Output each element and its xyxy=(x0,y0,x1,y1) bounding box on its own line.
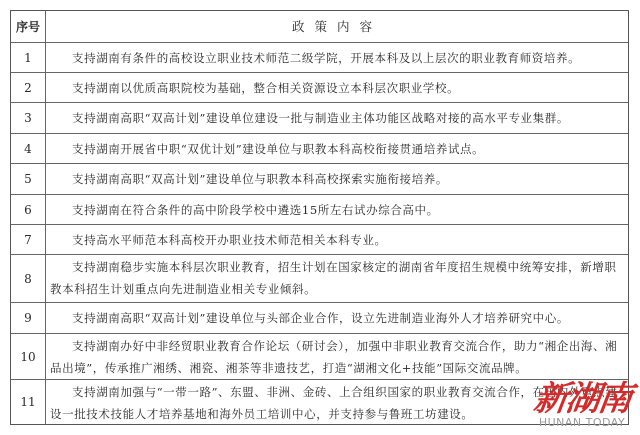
row-text: 支持湖南稳步实施本科层次职业教育，招生计划在国家核定的湖南省年度招生规模中统筹安排，新增职教本科招生计划重点向先进制造业相关专业倾斜。 xyxy=(50,260,617,296)
watermark-cn: 新湖南 xyxy=(531,379,633,419)
table-row xyxy=(11,254,628,302)
row-num: 3 xyxy=(11,103,46,133)
table-row xyxy=(11,333,628,379)
table-row xyxy=(11,102,628,133)
table-row xyxy=(11,42,628,72)
row-text: 支持湖南高职“双高计划”建设单位建设一批与制造业主体功能区战略对接的高水平专业集群。 xyxy=(72,111,569,125)
row-text: 支持湖南以优质高职院校为基础，整合相关资源设立本科层次职业学校。 xyxy=(72,80,460,95)
row-text: 支持湖南办好中非经贸职业教育合作论坛（研讨会），加强中非职业教育交流合作，助力“湘企出海、湘品出境”，传承推广湘绣、湘瓷、湘茶等非遗技艺，打造“湖湘文化+技能”国际交流品牌。 xyxy=(50,339,618,375)
table-row xyxy=(11,224,628,254)
row-text: 支持湖南在符合条件的高中阶段学校中遴选15所左右试办综合高中。 xyxy=(72,202,439,217)
row-num: 11 xyxy=(11,380,46,424)
policy-table xyxy=(10,10,629,425)
table-row xyxy=(11,163,628,194)
row-text: 支持湖南有条件的高校设立职业技术师范二级学院，开展本科及以上层次的职业教育师资培养。 xyxy=(72,50,581,65)
row-num: 7 xyxy=(11,225,46,254)
row-text: 支持湖南高职“双高计划”建设单位与职教本科高校探索实施衔接培养。 xyxy=(72,172,448,186)
row-num: 5 xyxy=(11,164,46,194)
row-num: 4 xyxy=(11,134,46,163)
row-text: 支持高水平师范本科高校开办职业技术师范相关本科专业。 xyxy=(72,232,387,247)
row-num: 2 xyxy=(11,73,46,102)
watermark-en: HUNAN TODAY xyxy=(538,416,626,429)
row-num: 6 xyxy=(11,195,46,224)
row-text: 支持湖南开展省中职“双优计划”建设单位与职教本科高校衔接贯通培养试点。 xyxy=(72,141,485,156)
row-text: 支持湖南加强与“一带一路”、东盟、非洲、金砖、上合组织国家的职业教育交流合作，在国内外重点建设一批技术技能人才培养基地和海外员工培训中心，并支持参与鲁班工坊建设。 xyxy=(50,385,618,421)
table-row xyxy=(11,194,628,224)
row-num: 1 xyxy=(11,43,46,72)
watermark-logo xyxy=(531,379,633,429)
table-row xyxy=(11,72,628,102)
row-num: 9 xyxy=(11,303,46,333)
header-num: 序号 xyxy=(11,11,46,42)
row-num: 10 xyxy=(11,334,46,379)
row-num: 8 xyxy=(11,255,46,302)
table-row xyxy=(11,133,628,163)
table-header xyxy=(11,11,628,42)
table-row xyxy=(11,302,628,333)
header-content: 政策内容 xyxy=(291,18,382,34)
row-text: 支持湖南高职“双高计划”建设单位与头部企业合作，设立先进制造业海外人才培养研究中心。 xyxy=(72,311,569,325)
